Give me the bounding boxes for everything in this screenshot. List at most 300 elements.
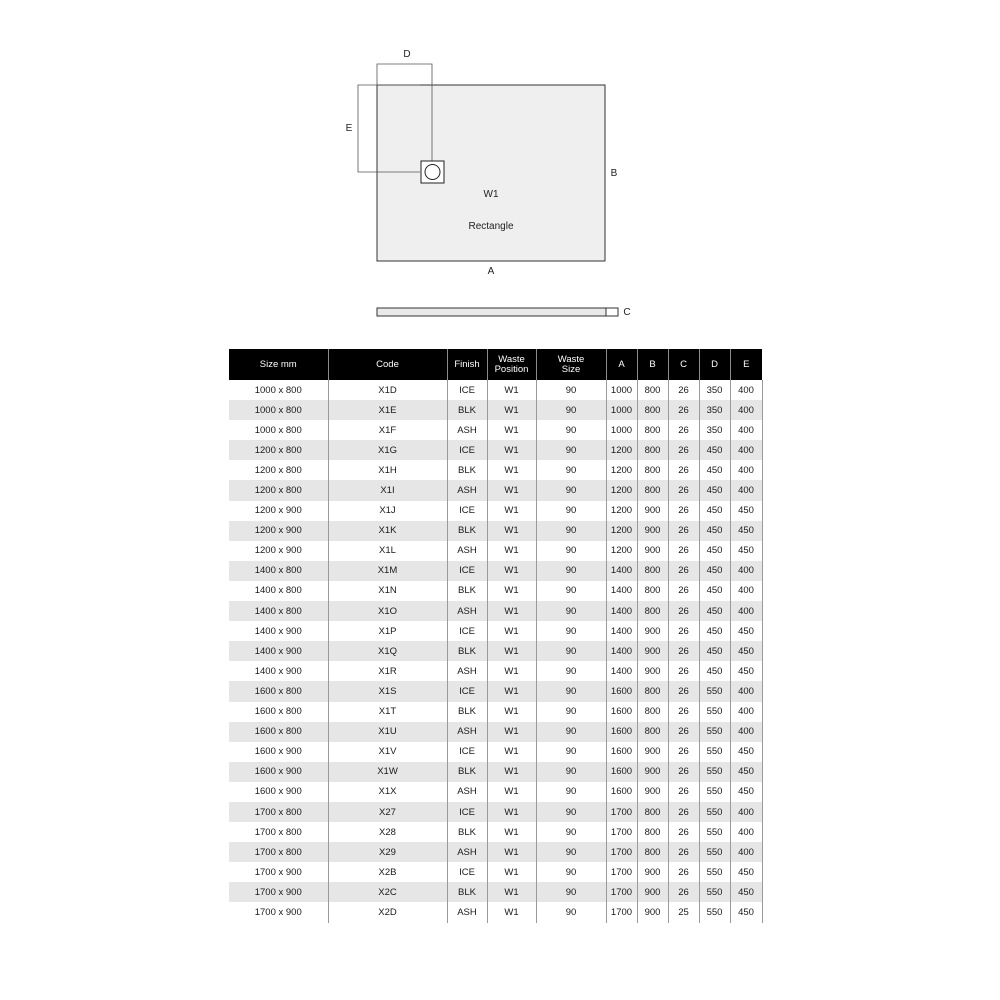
- cell-waste-size: 90: [536, 782, 606, 802]
- cell-waste-position: W1: [487, 420, 536, 440]
- cell-b: 800: [637, 561, 668, 581]
- cell-size: 1000 x 800: [229, 420, 328, 440]
- cell-waste-position: W1: [487, 742, 536, 762]
- table-row: [229, 460, 762, 480]
- cell-a: 1700: [606, 882, 637, 902]
- cell-d: 450: [699, 621, 730, 641]
- header-b: B: [637, 349, 668, 380]
- cell-e: 450: [730, 521, 762, 541]
- side-profile: [377, 308, 618, 316]
- cell-b: 800: [637, 480, 668, 500]
- cell-d: 450: [699, 460, 730, 480]
- cell-d: 550: [699, 722, 730, 742]
- table-body: [229, 380, 762, 923]
- cell-size: 1600 x 800: [229, 681, 328, 701]
- cell-code: X1R: [328, 661, 447, 681]
- cell-e: 450: [730, 862, 762, 882]
- cell-b: 900: [637, 501, 668, 521]
- cell-waste-size: 90: [536, 561, 606, 581]
- table-row: [229, 822, 762, 842]
- cell-e: 450: [730, 782, 762, 802]
- cell-c: 26: [668, 641, 699, 661]
- cell-size: 1200 x 900: [229, 541, 328, 561]
- cell-c: 26: [668, 440, 699, 460]
- cell-b: 800: [637, 420, 668, 440]
- cell-a: 1400: [606, 561, 637, 581]
- cell-a: 1200: [606, 541, 637, 561]
- cell-c: 26: [668, 882, 699, 902]
- cell-waste-position: W1: [487, 400, 536, 420]
- cell-waste-size: 90: [536, 902, 606, 922]
- cell-code: X29: [328, 842, 447, 862]
- cell-finish: ASH: [447, 601, 487, 621]
- cell-c: 26: [668, 601, 699, 621]
- cell-d: 450: [699, 541, 730, 561]
- cell-d: 550: [699, 681, 730, 701]
- cell-waste-position: W1: [487, 702, 536, 722]
- cell-d: 450: [699, 641, 730, 661]
- cell-e: 400: [730, 480, 762, 500]
- cell-finish: BLK: [447, 521, 487, 541]
- cell-waste-size: 90: [536, 802, 606, 822]
- cell-e: 400: [730, 802, 762, 822]
- cell-waste-position: W1: [487, 882, 536, 902]
- cell-d: 550: [699, 762, 730, 782]
- cell-b: 800: [637, 380, 668, 400]
- cell-waste-size: 90: [536, 440, 606, 460]
- cell-c: 26: [668, 862, 699, 882]
- cell-e: 400: [730, 702, 762, 722]
- cell-c: 26: [668, 501, 699, 521]
- header-e: E: [730, 349, 762, 380]
- cell-finish: ICE: [447, 862, 487, 882]
- header-waste-position: [487, 349, 536, 380]
- cell-finish: BLK: [447, 762, 487, 782]
- table-row: [229, 842, 762, 862]
- cell-code: X1J: [328, 501, 447, 521]
- table-row: [229, 802, 762, 822]
- cell-b: 800: [637, 440, 668, 460]
- cell-d: 350: [699, 400, 730, 420]
- cell-b: 900: [637, 621, 668, 641]
- cell-b: 900: [637, 882, 668, 902]
- cell-e: 400: [730, 581, 762, 601]
- cell-c: 26: [668, 541, 699, 561]
- cell-waste-position: W1: [487, 541, 536, 561]
- cell-code: X1H: [328, 460, 447, 480]
- cell-finish: BLK: [447, 460, 487, 480]
- cell-size: 1400 x 900: [229, 641, 328, 661]
- cell-c: 26: [668, 742, 699, 762]
- cell-a: 1600: [606, 762, 637, 782]
- cell-b: 900: [637, 782, 668, 802]
- cell-code: X1O: [328, 601, 447, 621]
- cell-b: 800: [637, 722, 668, 742]
- cell-b: 900: [637, 762, 668, 782]
- cell-c: 26: [668, 561, 699, 581]
- cell-c: 26: [668, 722, 699, 742]
- cell-code: X1P: [328, 621, 447, 641]
- cell-e: 400: [730, 601, 762, 621]
- cell-b: 900: [637, 641, 668, 661]
- table-row: [229, 882, 762, 902]
- cell-c: 26: [668, 521, 699, 541]
- cell-finish: ICE: [447, 621, 487, 641]
- cell-code: X1V: [328, 742, 447, 762]
- cell-b: 900: [637, 541, 668, 561]
- cell-a: 1600: [606, 681, 637, 701]
- cell-finish: BLK: [447, 641, 487, 661]
- cell-code: X1X: [328, 782, 447, 802]
- cell-b: 800: [637, 802, 668, 822]
- table-row: [229, 742, 762, 762]
- cell-waste-position: W1: [487, 661, 536, 681]
- cell-waste-position: W1: [487, 440, 536, 460]
- cell-waste-size: 90: [536, 380, 606, 400]
- cell-waste-position: W1: [487, 641, 536, 661]
- cell-waste-size: 90: [536, 460, 606, 480]
- cell-code: X1Q: [328, 641, 447, 661]
- cell-waste-size: 90: [536, 681, 606, 701]
- tray-outline: [377, 85, 605, 261]
- cell-e: 450: [730, 621, 762, 641]
- table-row: [229, 762, 762, 782]
- cell-a: 1600: [606, 722, 637, 742]
- cell-c: 26: [668, 842, 699, 862]
- cell-waste-size: 90: [536, 541, 606, 561]
- cell-waste-size: 90: [536, 882, 606, 902]
- cell-waste-position: W1: [487, 561, 536, 581]
- cell-size: 1700 x 800: [229, 822, 328, 842]
- cell-finish: ASH: [447, 420, 487, 440]
- cell-finish: ASH: [447, 480, 487, 500]
- cell-e: 450: [730, 501, 762, 521]
- cell-waste-size: 90: [536, 581, 606, 601]
- cell-a: 1700: [606, 862, 637, 882]
- table-row: [229, 621, 762, 641]
- cell-c: 25: [668, 902, 699, 922]
- cell-finish: ICE: [447, 681, 487, 701]
- table-row: [229, 541, 762, 561]
- table-row: [229, 902, 762, 922]
- cell-finish: ICE: [447, 380, 487, 400]
- cell-d: 550: [699, 702, 730, 722]
- cell-waste-position: W1: [487, 842, 536, 862]
- table-row: [229, 641, 762, 661]
- cell-finish: ICE: [447, 742, 487, 762]
- cell-waste-size: 90: [536, 420, 606, 440]
- cell-d: 550: [699, 882, 730, 902]
- cell-e: 450: [730, 902, 762, 922]
- cell-code: X1I: [328, 480, 447, 500]
- table-row: [229, 380, 762, 400]
- label-e: E: [345, 123, 353, 134]
- cell-size: 1700 x 900: [229, 902, 328, 922]
- header-waste-size: [536, 349, 606, 380]
- cell-b: 900: [637, 661, 668, 681]
- cell-code: X1L: [328, 541, 447, 561]
- cell-d: 450: [699, 501, 730, 521]
- cell-e: 400: [730, 440, 762, 460]
- cell-a: 1400: [606, 601, 637, 621]
- cell-e: 450: [730, 661, 762, 681]
- cell-b: 900: [637, 902, 668, 922]
- table-row: [229, 661, 762, 681]
- cell-size: 1200 x 800: [229, 440, 328, 460]
- cell-a: 1700: [606, 902, 637, 922]
- cell-d: 550: [699, 842, 730, 862]
- cell-e: 400: [730, 681, 762, 701]
- cell-waste-position: W1: [487, 521, 536, 541]
- cell-size: 1400 x 900: [229, 621, 328, 641]
- cell-a: 1200: [606, 440, 637, 460]
- label-waste-position: W1: [483, 189, 499, 200]
- table-row: [229, 480, 762, 500]
- cell-size: 1700 x 800: [229, 802, 328, 822]
- cell-a: 1200: [606, 480, 637, 500]
- cell-size: 1600 x 900: [229, 742, 328, 762]
- cell-e: 450: [730, 742, 762, 762]
- cell-finish: BLK: [447, 400, 487, 420]
- cell-size: 1400 x 800: [229, 601, 328, 621]
- cell-waste-position: W1: [487, 601, 536, 621]
- cell-waste-size: 90: [536, 621, 606, 641]
- cell-finish: ASH: [447, 661, 487, 681]
- cell-waste-size: 90: [536, 641, 606, 661]
- cell-e: 450: [730, 762, 762, 782]
- cell-size: 1000 x 800: [229, 380, 328, 400]
- cell-code: X1E: [328, 400, 447, 420]
- cell-size: 1600 x 900: [229, 782, 328, 802]
- header-finish: Finish: [447, 349, 487, 380]
- cell-finish: ASH: [447, 782, 487, 802]
- cell-c: 26: [668, 380, 699, 400]
- cell-e: 450: [730, 641, 762, 661]
- cell-waste-position: W1: [487, 822, 536, 842]
- cell-waste-size: 90: [536, 480, 606, 500]
- cell-b: 800: [637, 400, 668, 420]
- cell-size: 1600 x 900: [229, 762, 328, 782]
- cell-finish: ICE: [447, 802, 487, 822]
- cell-code: X1D: [328, 380, 447, 400]
- cell-d: 350: [699, 380, 730, 400]
- cell-e: 450: [730, 882, 762, 902]
- cell-finish: ICE: [447, 501, 487, 521]
- table-row: [229, 561, 762, 581]
- cell-d: 450: [699, 561, 730, 581]
- cell-waste-size: 90: [536, 661, 606, 681]
- table-row: [229, 702, 762, 722]
- cell-c: 26: [668, 480, 699, 500]
- cell-b: 800: [637, 601, 668, 621]
- cell-b: 800: [637, 581, 668, 601]
- header-waste-size-line: Size: [561, 363, 581, 375]
- cell-e: 400: [730, 822, 762, 842]
- cell-d: 450: [699, 661, 730, 681]
- cell-a: 1400: [606, 661, 637, 681]
- cell-d: 550: [699, 782, 730, 802]
- header-waste-size-line: Waste: [557, 353, 585, 365]
- cell-finish: ASH: [447, 541, 487, 561]
- cell-finish: BLK: [447, 702, 487, 722]
- cell-size: 1200 x 900: [229, 501, 328, 521]
- cell-c: 26: [668, 460, 699, 480]
- cell-c: 26: [668, 621, 699, 641]
- cell-finish: BLK: [447, 882, 487, 902]
- cell-d: 450: [699, 601, 730, 621]
- cell-finish: BLK: [447, 581, 487, 601]
- cell-a: 1000: [606, 380, 637, 400]
- cell-size: 1000 x 800: [229, 400, 328, 420]
- cell-a: 1700: [606, 802, 637, 822]
- header-code: Code: [328, 349, 447, 380]
- cell-size: 1400 x 800: [229, 581, 328, 601]
- cell-d: 450: [699, 581, 730, 601]
- cell-b: 800: [637, 681, 668, 701]
- cell-size: 1600 x 800: [229, 702, 328, 722]
- cell-code: X1N: [328, 581, 447, 601]
- cell-a: 1600: [606, 702, 637, 722]
- cell-waste-position: W1: [487, 581, 536, 601]
- cell-a: 1200: [606, 460, 637, 480]
- cell-b: 900: [637, 862, 668, 882]
- cell-code: X1M: [328, 561, 447, 581]
- cell-waste-position: W1: [487, 501, 536, 521]
- cell-size: 1400 x 800: [229, 561, 328, 581]
- cell-d: 550: [699, 742, 730, 762]
- cell-size: 1700 x 900: [229, 882, 328, 902]
- label-a: A: [487, 266, 495, 277]
- cell-c: 26: [668, 581, 699, 601]
- cell-a: 1600: [606, 742, 637, 762]
- cell-waste-position: W1: [487, 480, 536, 500]
- header-waste-position-line: Waste: [498, 353, 525, 365]
- cell-d: 450: [699, 480, 730, 500]
- cell-d: 450: [699, 521, 730, 541]
- header-c: C: [668, 349, 699, 380]
- cell-size: 1400 x 900: [229, 661, 328, 681]
- cell-code: X1K: [328, 521, 447, 541]
- cell-code: X1T: [328, 702, 447, 722]
- cell-waste-position: W1: [487, 621, 536, 641]
- cell-code: X27: [328, 802, 447, 822]
- cell-b: 800: [637, 702, 668, 722]
- cell-d: 550: [699, 902, 730, 922]
- cell-d: 350: [699, 420, 730, 440]
- cell-d: 450: [699, 440, 730, 460]
- cell-size: 1700 x 800: [229, 842, 328, 862]
- cell-a: 1400: [606, 641, 637, 661]
- cell-c: 26: [668, 420, 699, 440]
- cell-code: X28: [328, 822, 447, 842]
- cell-code: X1S: [328, 681, 447, 701]
- waste-outlet-icon: [421, 161, 444, 183]
- label-shape: Rectangle: [468, 221, 514, 232]
- table-row: [229, 681, 762, 701]
- cell-d: 550: [699, 862, 730, 882]
- cell-c: 26: [668, 702, 699, 722]
- cell-b: 800: [637, 842, 668, 862]
- cell-c: 26: [668, 802, 699, 822]
- cell-code: X1F: [328, 420, 447, 440]
- cell-a: 1700: [606, 822, 637, 842]
- cell-code: X1G: [328, 440, 447, 460]
- cell-waste-position: W1: [487, 802, 536, 822]
- table-row: [229, 581, 762, 601]
- label-c: C: [623, 307, 631, 318]
- cell-code: X2D: [328, 902, 447, 922]
- cell-waste-position: W1: [487, 762, 536, 782]
- label-d: D: [403, 49, 411, 60]
- table-row: [229, 722, 762, 742]
- cell-finish: BLK: [447, 822, 487, 842]
- cell-waste-size: 90: [536, 722, 606, 742]
- cell-a: 1400: [606, 581, 637, 601]
- cell-a: 1200: [606, 501, 637, 521]
- header-d: D: [699, 349, 730, 380]
- cell-waste-size: 90: [536, 862, 606, 882]
- cell-size: 1200 x 800: [229, 460, 328, 480]
- cell-a: 1600: [606, 782, 637, 802]
- cell-code: X1U: [328, 722, 447, 742]
- cell-e: 400: [730, 561, 762, 581]
- cell-waste-size: 90: [536, 400, 606, 420]
- table-row: [229, 521, 762, 541]
- cell-code: X2C: [328, 882, 447, 902]
- table-row: [229, 420, 762, 440]
- cell-size: 1600 x 800: [229, 722, 328, 742]
- cell-waste-position: W1: [487, 380, 536, 400]
- header-a: A: [606, 349, 637, 380]
- header-waste-position-line: Position: [494, 363, 529, 375]
- table-row: [229, 400, 762, 420]
- cell-c: 26: [668, 400, 699, 420]
- shower-tray-diagram: [0, 0, 1000, 340]
- cell-c: 26: [668, 762, 699, 782]
- header-size: Size mm: [229, 349, 328, 380]
- table-row: [229, 501, 762, 521]
- cell-waste-size: 90: [536, 762, 606, 782]
- cell-c: 26: [668, 782, 699, 802]
- specification-table: [229, 349, 763, 923]
- cell-waste-position: W1: [487, 782, 536, 802]
- cell-waste-position: W1: [487, 862, 536, 882]
- label-b: B: [610, 168, 618, 179]
- cell-size: 1200 x 900: [229, 521, 328, 541]
- cell-size: 1200 x 800: [229, 480, 328, 500]
- cell-waste-size: 90: [536, 521, 606, 541]
- cell-waste-position: W1: [487, 681, 536, 701]
- cell-e: 400: [730, 380, 762, 400]
- cell-a: 1400: [606, 621, 637, 641]
- cell-c: 26: [668, 822, 699, 842]
- cell-d: 550: [699, 822, 730, 842]
- cell-d: 550: [699, 802, 730, 822]
- cell-e: 400: [730, 722, 762, 742]
- table-row: [229, 862, 762, 882]
- table-row: [229, 440, 762, 460]
- cell-e: 400: [730, 420, 762, 440]
- table-row: [229, 601, 762, 621]
- cell-finish: ASH: [447, 902, 487, 922]
- cell-finish: ASH: [447, 722, 487, 742]
- cell-waste-position: W1: [487, 902, 536, 922]
- cell-size: 1700 x 900: [229, 862, 328, 882]
- cell-b: 900: [637, 521, 668, 541]
- cell-code: X1W: [328, 762, 447, 782]
- cell-waste-size: 90: [536, 702, 606, 722]
- cell-b: 800: [637, 460, 668, 480]
